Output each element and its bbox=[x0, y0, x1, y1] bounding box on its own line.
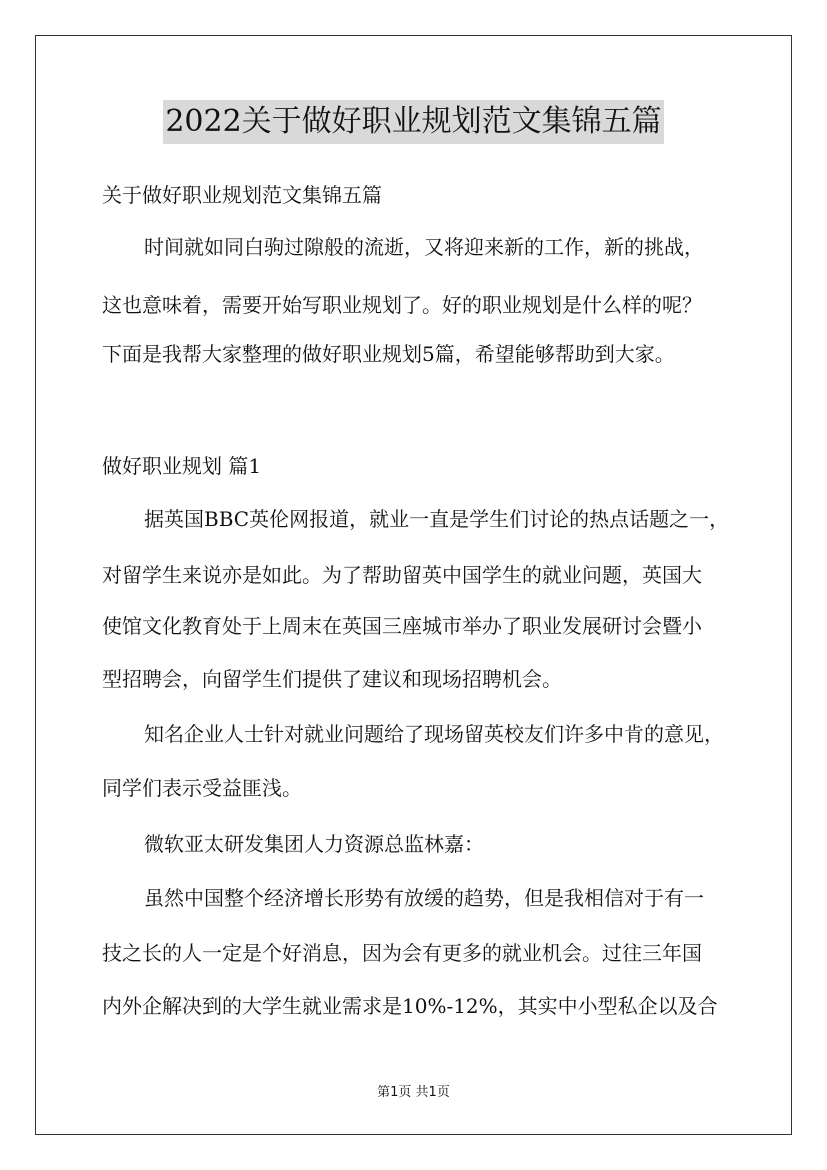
intro-paragraph-line: 下面是我帮大家整理的做好职业规划5篇，希望能够帮助到大家。 bbox=[102, 342, 675, 366]
title-container bbox=[0, 100, 827, 144]
page-number: 第1页 共1页 bbox=[377, 1085, 450, 1100]
body-paragraph-line: 虽然中国整个经济增长形势有放缓的趋势，但是我相信对于有一 bbox=[144, 886, 704, 910]
body-paragraph-line: 知名企业人士针对就业问题给了现场留英校友们许多中肯的意见， bbox=[144, 722, 724, 746]
document-subtitle: 关于做好职业规划范文集锦五篇 bbox=[102, 183, 382, 207]
intro-paragraph-line: 这也意味着，需要开始写职业规划了。好的职业规划是什么样的呢？ bbox=[102, 293, 702, 317]
body-paragraph-line: 使馆文化教育处于上周末在英国三座城市举办了职业发展研讨会暨小 bbox=[102, 614, 702, 638]
body-paragraph-line: 微软亚太研发集团人力资源总监林嘉： bbox=[144, 832, 484, 856]
body-paragraph-line: 同学们表示受益匪浅。 bbox=[102, 776, 302, 800]
body-paragraph-line: 型招聘会，向留学生们提供了建议和现场招聘机会。 bbox=[102, 667, 562, 691]
body-paragraph-line: 技之长的人一定是个好消息，因为会有更多的就业机会。过往三年国 bbox=[102, 941, 702, 965]
intro-paragraph-line: 时间就如同白驹过隙般的流逝，又将迎来新的工作，新的挑战， bbox=[144, 235, 704, 259]
body-paragraph-line: 据英国BBC英伦网报道，就业一直是学生们讨论的热点话题之一， bbox=[144, 507, 730, 531]
document-title: 2022关于做好职业规划范文集锦五篇 bbox=[163, 100, 663, 144]
body-paragraph-line: 对留学生来说亦是如此。为了帮助留英中国学生的就业问题，英国大 bbox=[102, 563, 702, 587]
section-heading: 做好职业规划 篇1 bbox=[102, 454, 262, 478]
body-paragraph-line: 内外企解决到的大学生就业需求是10%-12%，其实中小型私企以及合 bbox=[102, 994, 718, 1018]
